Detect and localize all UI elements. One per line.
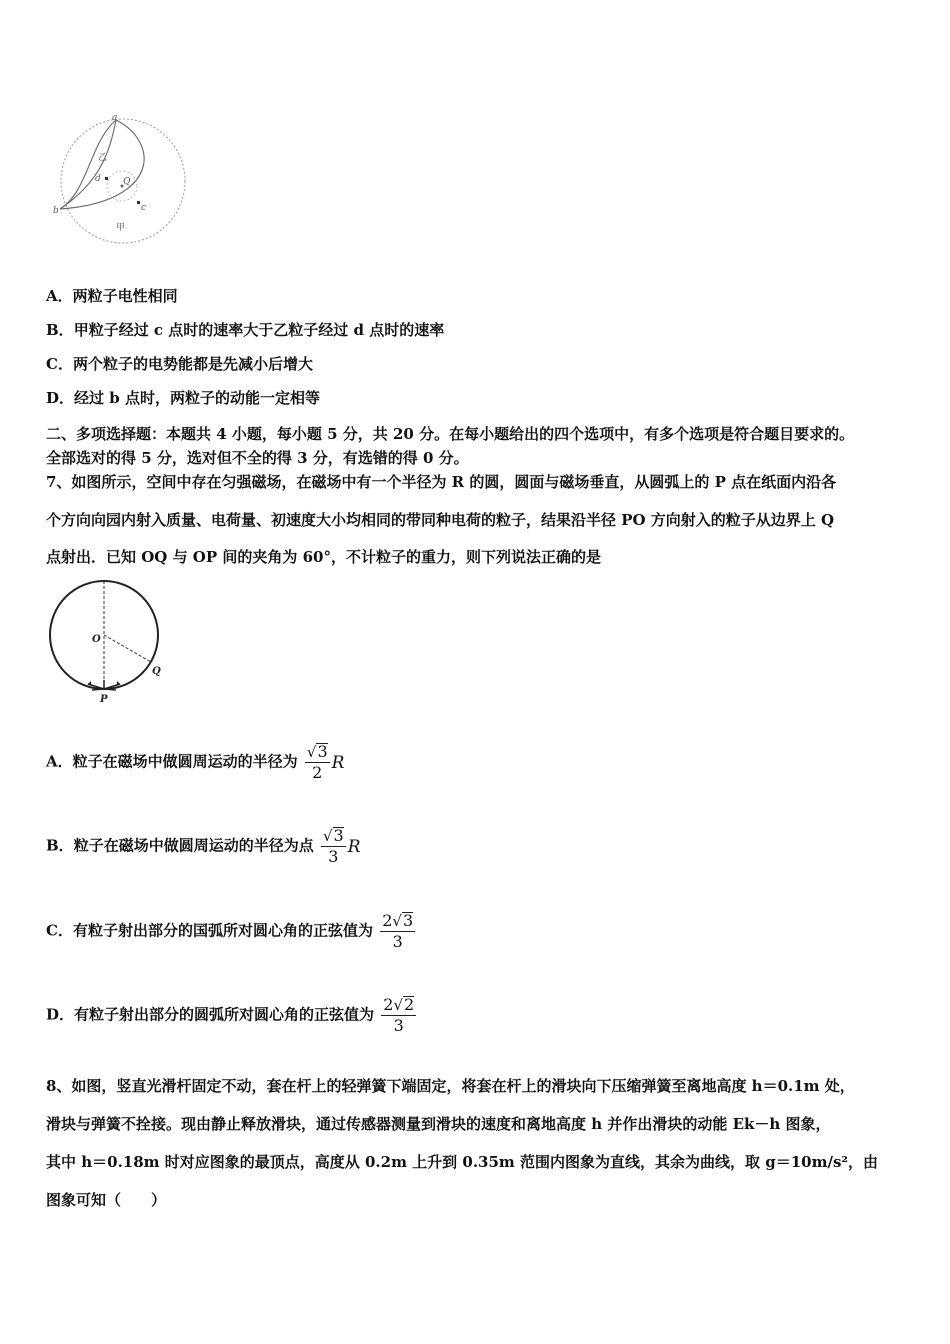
q7-stem-line2: 个方向向园内射入质量、电荷量、初速度大小均相同的带同种电荷的粒子，结果沿半径 PO 方向射入的粒子从边界上 Q	[46, 511, 835, 529]
section2-heading-cont: 全部选对的得 5 分，选对但不全的得 3 分，有选错的得 0 分。	[46, 449, 469, 467]
q8-stem-line1: 8、如图，竖直光滑杆固定不动，套在杆上的轻弹簧下端固定，将套在杆上的滑块向下压缩弹簧至离地高度 h＝0.1m 处，	[46, 1077, 855, 1095]
q6-option-c: C．两个粒子的电势能都是先减小后增大	[46, 355, 313, 373]
q7-stem-line3: 点射出．已知 OQ 与 OP 间的夹角为 60°，不计粒子的重力，则下列说法正确的是	[46, 548, 601, 566]
trajectory-figure	[50, 112, 195, 252]
q7-option-c: C．有粒子射出部分的国弧所对圆心角的正弦值为 $\frac{2√3}{3}$	[46, 911, 414, 951]
fraction-b: $\frac{√3}{3}$	[322, 826, 344, 866]
label-b: b	[53, 206, 59, 216]
label-q: Q	[152, 666, 161, 677]
label-o: O	[92, 634, 101, 645]
q8-stem-line3: 其中 h＝0.18m 时对应图象的最顶点，高度从 0.2m 上升到 0.35m 范围内图象为直线，其余为曲线，取 g＝10m/s²，由	[46, 1153, 878, 1171]
fraction-c: $\frac{2√3}{3}$	[382, 911, 414, 951]
q7-stem-line1: 7、如图所示，空间中存在匀强磁场，在磁场中有一个半径为 R 的圆，圆面与磁场垂直，从圆弧上的 P 点在纸面内沿各	[46, 473, 837, 491]
q8-stem-line4: 图象可知（ ）	[46, 1191, 167, 1209]
q8-stem-line2: 滑块与弹簧不拴接。现由静止释放滑块，通过传感器测量到滑块的速度和离地高度 h 并作出滑块的动能 Ek－h 图象，	[46, 1115, 831, 1133]
fraction-a: $\frac{√3}{2}$	[306, 742, 328, 782]
q6-option-b: B．甲粒子经过 c 点时的速率大于乙粒子经过 d 点时的速率	[46, 321, 445, 339]
magnetic-circle-figure	[44, 580, 174, 705]
label-p: P	[100, 694, 108, 705]
label-c: c	[141, 203, 147, 213]
label-jia: 甲	[116, 223, 126, 233]
label-d: d	[95, 174, 101, 184]
q7-option-d: D．有粒子射出部分的圆弧所对圆心角的正弦值为 $\frac{2√2}{3}$	[46, 995, 415, 1035]
q7-option-b: B．粒子在磁场中做圆周运动的半径为点 $\frac{√3}{3}$ R	[46, 826, 361, 866]
label-q: Q	[123, 177, 131, 187]
section2-heading: 二、多项选择题：本题共 4 小题，每小题 5 分，共 20 分。在每小题给出的四个选项中，有多个选项是符合题目要求的。	[46, 425, 855, 443]
q7-option-a: A．粒子在磁场中做圆周运动的半径为 $\frac{√3}{2}$ R	[46, 742, 345, 782]
fraction-d: $\frac{2√2}{3}$	[383, 995, 415, 1035]
q6-option-a: A．两粒子电性相同	[46, 287, 178, 305]
label-a: a	[112, 113, 118, 123]
q6-option-d: D．经过 b 点时，两粒子的动能一定相等	[46, 389, 320, 407]
label-yi: 乙	[98, 153, 108, 163]
